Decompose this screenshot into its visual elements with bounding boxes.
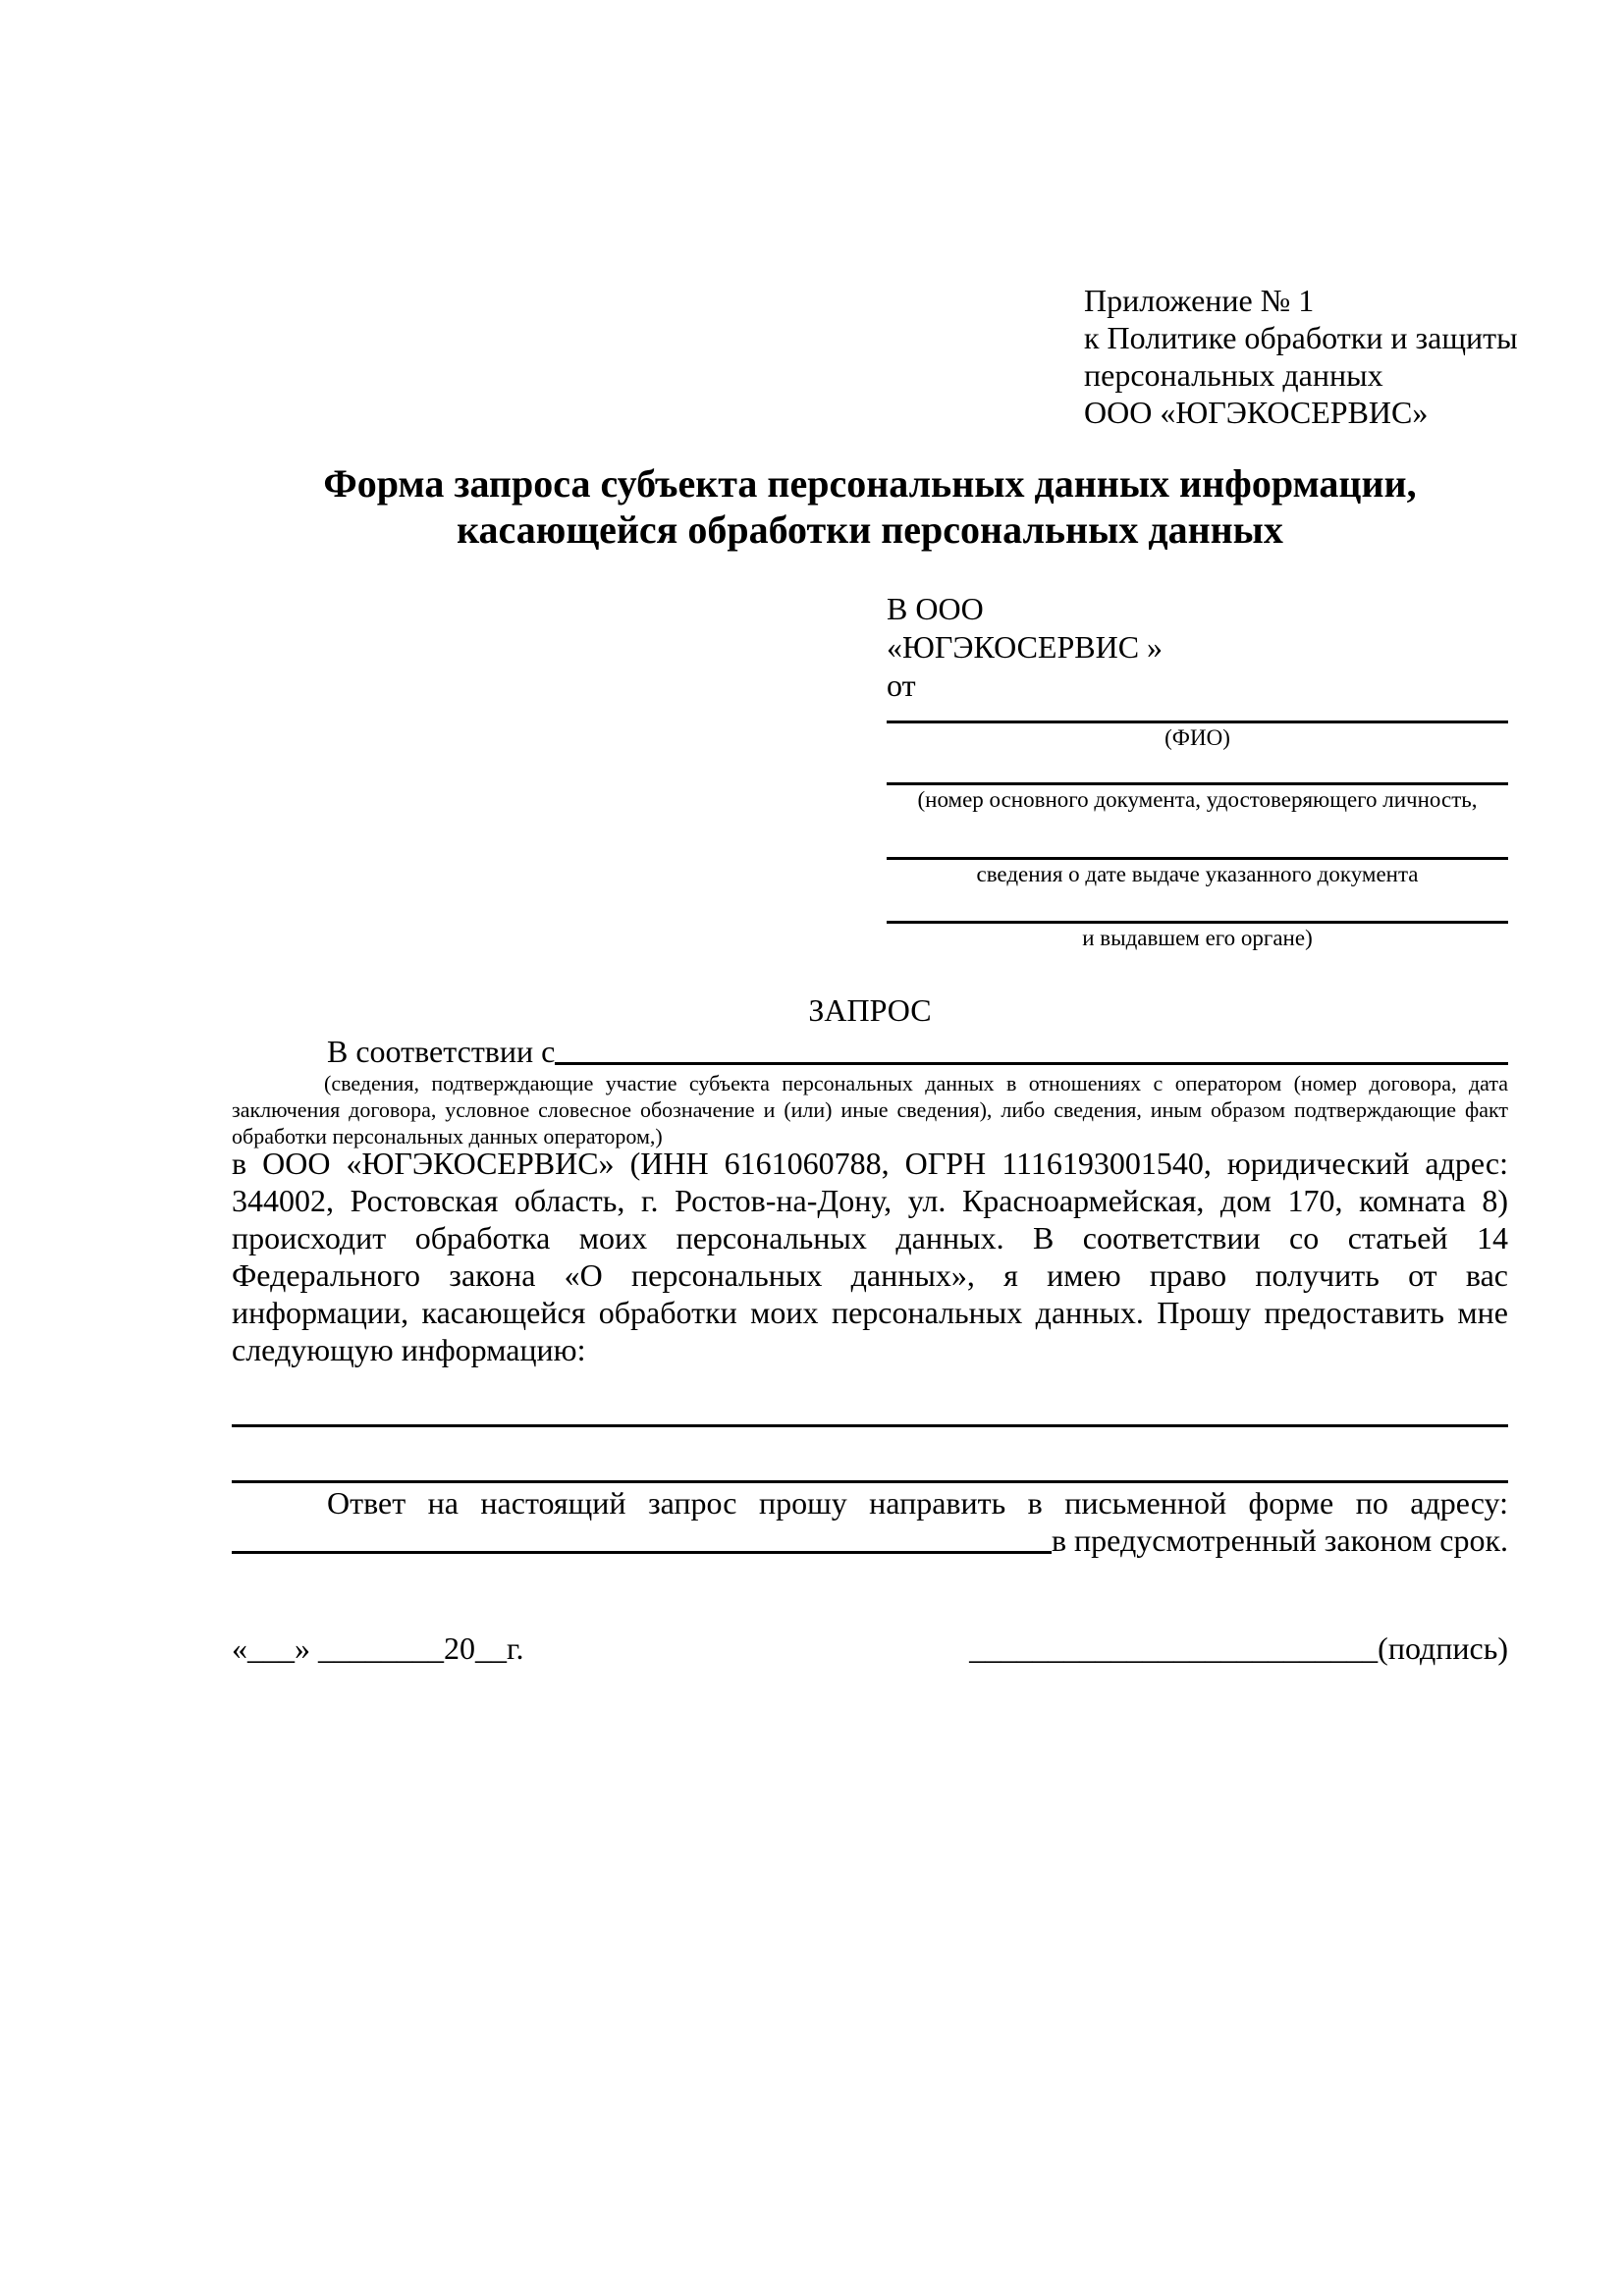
footnote-line: заключения договора, условное словесное обозначение и (или) иные сведения), либо сведения, иным образом подтверждающие факт [232, 1097, 1508, 1122]
paragraph-line: 344002, Ростовская область, г. Ростов-на-Дону, ул. Красноармейская, дом 170, комната 8) [232, 1183, 1508, 1218]
paragraph-line: Федерального закона «О персональных данных», я имею право получить от вас [232, 1257, 1508, 1293]
document-title [232, 460, 1508, 553]
appendix-block [1084, 282, 1518, 431]
paragraph-line: информации, касающейся обработки моих персональных данных. Прошу предоставить мне [232, 1295, 1508, 1330]
paragraph-line: следующую информацию: [232, 1332, 586, 1367]
main-paragraph [232, 1145, 1508, 1368]
addressee-line: от [887, 667, 916, 703]
field-caption-document-number: (номер основного документа, удостоверяющего личность, [917, 787, 1478, 812]
appendix-line: к Политике обработки и защиты [1084, 320, 1518, 355]
fio-blank-line [887, 721, 1508, 723]
document-title-line: касающейся обработки персональных данных [457, 507, 1283, 552]
date-field: «___» ________20__г. [232, 1630, 524, 1666]
information-blank-line [232, 1480, 1508, 1483]
addressee-block [887, 590, 1163, 705]
document-number-blank-line [887, 782, 1508, 785]
footnote-line: обработки персональных данных оператором,) [232, 1124, 663, 1148]
request-heading: ЗАПРОС [808, 992, 932, 1028]
appendix-line: ООО «ЮГЭКОСЕРВИС» [1084, 395, 1429, 430]
reply-address-row [232, 1522, 1508, 1559]
addressee-line: «ЮГЭКОСЕРВИС » [887, 629, 1164, 665]
appendix-line: Приложение № 1 [1084, 283, 1315, 318]
footer-row [232, 1629, 1508, 1667]
reply-text: Ответ на настоящий запрос прошу направить в письменной форме по адресу: [327, 1485, 1508, 1521]
field-caption-fio: (ФИО) [1164, 725, 1230, 750]
issuing-authority-blank-line [887, 921, 1508, 924]
paragraph-line: в ООО «ЮГЭКОСЕРВИС» (ИНН 6161060788, ОГРН 1116193001540, юридический адрес: [232, 1146, 1508, 1181]
addressee-line: В ООО [887, 591, 984, 626]
accordance-text: В соответствии с [327, 1034, 556, 1069]
field-caption-issue-date: сведения о дате выдаче указанного документа [976, 862, 1419, 886]
signature-blank-line: __________________________ [969, 1630, 1379, 1666]
footnote-block [232, 1070, 1508, 1149]
information-blank-line [232, 1424, 1508, 1427]
issue-date-blank-line [887, 857, 1508, 860]
field-caption-issuing-authority: и выдавшем его органе) [1082, 926, 1313, 950]
address-blank-line [232, 1551, 1052, 1554]
appendix-line: персональных данных [1084, 357, 1383, 393]
document-title-line: Форма запроса субъекта персональных данных информации, [323, 461, 1417, 506]
reply-tail-text: в предусмотренный законом срок. [1051, 1522, 1508, 1558]
accordance-blank-line [555, 1062, 1508, 1065]
paragraph-line: происходит обработка моих персональных данных. В соответствии со статьей 14 [232, 1220, 1508, 1255]
signature-caption: (подпись) [1378, 1630, 1508, 1666]
signature-field [969, 1629, 1508, 1667]
footnote-line: (сведения, подтверждающие участие субъекта персональных данных в отношениях с оператором (номер договора, дата [324, 1071, 1508, 1095]
accordance-row [232, 1033, 1508, 1070]
